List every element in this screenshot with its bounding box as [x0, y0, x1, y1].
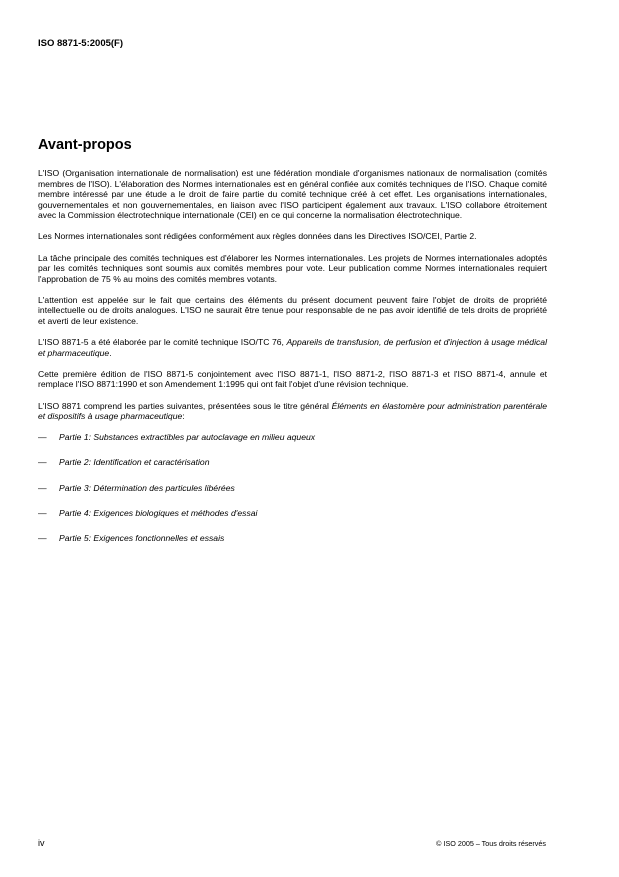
parts-list: [38, 432, 547, 543]
foreword-body: [38, 168, 547, 558]
paragraph-parts-intro: [38, 401, 547, 422]
part-label: Partie 1: Substances extractibles par autoclavage en milieu aqueux: [59, 432, 316, 443]
list-item: [38, 432, 547, 443]
list-dash: —: [38, 532, 47, 543]
document-reference: ISO 8871-5:2005(F): [38, 38, 124, 49]
paragraph-technical-committees: La tâche principale des comités techniques est d'élaborer les Normes internationales. Les projets de Normes internationales adoptés par les comités techniques sont soumis aux comités membres pour vote. Leur publication comme Normes internationales requiert l'approbation de 75 % au moins des comités membres votants.: [38, 252, 547, 284]
part-label: Partie 4: Exigences biologiques et méthodes d'essai: [59, 507, 258, 518]
section-title: Avant-propos: [38, 137, 132, 153]
part-label: Partie 2: Identification et caractérisation: [59, 457, 210, 468]
part-label: Partie 5: Exigences fonctionnelles et essais: [59, 532, 225, 543]
copyright-notice: © ISO 2005 – Tous droits réservés: [436, 839, 546, 848]
parts-intro-end: :: [182, 411, 185, 422]
list-dash: —: [38, 432, 47, 443]
list-dash: —: [38, 507, 47, 518]
paragraph-directives: Les Normes internationales sont rédigées conformément aux règles données dans les Directives ISO/CEI, Partie 2.: [38, 231, 477, 242]
list-item: [38, 533, 547, 544]
paragraph-patent-rights: L'attention est appelée sur le fait que certains des éléments du présent document peuvent faire l'objet de droits de propriété intellectuelle ou de droits analogues. L'ISO ne saurait être tenue pour responsable de ne pas avoir identifié de tels droits de propriété et averti de leur existence.: [38, 294, 547, 327]
prepared-by-end: .: [109, 347, 112, 358]
page-number: iv: [38, 838, 45, 848]
committee-title: Appareils de transfusion, de perfusion et d'injection à usage médical et pharmaceutique: [38, 337, 547, 358]
list-item: [38, 508, 547, 519]
paragraph-iso-organisation: L'ISO (Organisation internationale de normalisation) est une fédération mondiale d'organismes nationaux de normalisation (comités membres de l'ISO). L'élaboration des Normes internationales est en général confiée aux comités techniques de l'ISO. Chaque comité membre intéressé par une étude a le droit de faire partie du comité technique créé à cet effet. Les organisations internationales, gouvernementales et non gouvernementales, en liaison avec l'ISO participent également aux travaux. L'ISO collabore étroitement avec la Commission électrotechnique internationale (CEI) en ce qui concerne la normalisation électrotechnique.: [38, 168, 547, 221]
prepared-by-text: L'ISO 8871-5 a été élaborée par le comité technique ISO/TC 76,: [38, 337, 287, 348]
list-item: [38, 457, 547, 468]
parts-intro-text: L'ISO 8871 comprend les parties suivantes, présentées sous le titre général: [38, 400, 332, 411]
paragraph-prepared-by: [38, 337, 547, 358]
part-label: Partie 3: Détermination des particules libérées: [59, 482, 235, 493]
list-dash: —: [38, 457, 47, 468]
paragraph-edition: Cette première édition de l'ISO 8871-5 conjointement avec l'ISO 8871-1, l'ISO 8871-2, l'ISO 8871-3 et l'ISO 8871-4, annule et remplace l'ISO 8871:1990 et son Amendement 1:1995 qui ont fait l'objet d'une révision technique.: [38, 368, 547, 390]
list-item: [38, 483, 547, 494]
list-dash: —: [38, 482, 47, 493]
general-title: Éléments en élastomère pour administration parentérale et dispositifs à usage pharmaceutique: [38, 400, 547, 422]
